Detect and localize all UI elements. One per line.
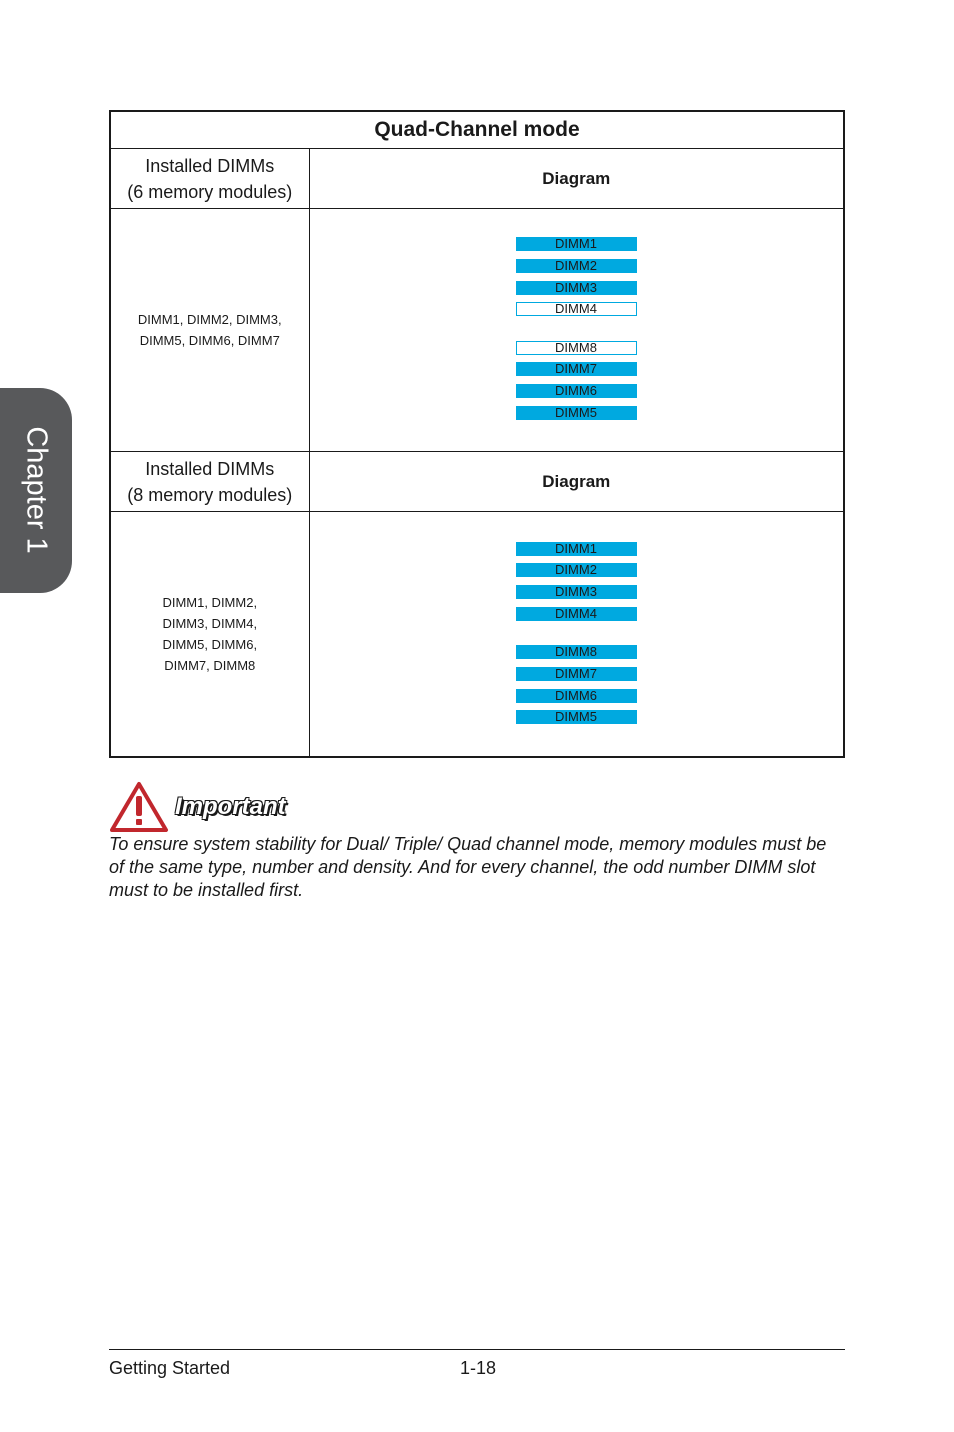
installed-dimms-header: [110, 452, 309, 512]
dimm-diagram: [309, 209, 844, 452]
chapter-tab: [0, 388, 72, 593]
dimm-slot: DIMM7: [516, 667, 637, 681]
dimm-slot: DIMM4: [516, 607, 637, 621]
slots-line: DIMM1, DIMM2, DIMM3,: [137, 312, 282, 327]
dimm-slot: DIMM3: [516, 281, 637, 295]
dimm-slot: DIMM3: [516, 585, 637, 599]
dimm-slot: DIMM1: [516, 542, 637, 556]
dimm-diagram: [309, 512, 844, 757]
dimm-slot: DIMM5: [516, 710, 637, 724]
dimm-slot: DIMM6: [516, 384, 637, 398]
dimm-slot: DIMM1: [516, 237, 637, 251]
installed-slots-cell: [110, 209, 309, 452]
installed-dimms-label: Installed DIMMs: [145, 458, 275, 479]
module-count-label: (8 memory modules): [127, 484, 293, 505]
slots-line: DIMM3, DIMM4,: [162, 615, 258, 631]
diagram-header: Diagram: [309, 452, 844, 512]
dimm-slot: DIMM4: [516, 302, 637, 316]
footer-divider: [109, 1349, 845, 1350]
slots-line: DIMM7, DIMM8: [164, 657, 256, 673]
important-note: To ensure system stability for Dual/ Triple/ Quad channel mode, memory modules must be of the same type, number and density. And for every channel, the odd number DIMM slot must to be installed first.: [109, 834, 827, 900]
dimm-slot: DIMM7: [516, 362, 637, 376]
table-title: Quad-Channel mode: [110, 111, 844, 149]
dimm-slot: DIMM2: [516, 259, 637, 273]
dimm-slot: DIMM2: [516, 563, 637, 577]
installed-slots-cell: [110, 512, 309, 757]
installed-dimms-label: Installed DIMMs: [145, 155, 275, 176]
chapter-tab-label: Chapter 1: [20, 426, 53, 554]
dimm-slot: DIMM5: [516, 406, 637, 420]
dimm-slot: DIMM6: [516, 689, 637, 703]
module-count-label: (6 memory modules): [127, 181, 293, 202]
installed-dimms-header: [110, 149, 309, 209]
slots-line: DIMM5, DIMM6,: [162, 636, 258, 652]
slots-line: DIMM1, DIMM2,: [162, 594, 258, 610]
footer-section: Getting Started: [109, 1358, 231, 1378]
diagram-header: Diagram: [309, 149, 844, 209]
dimm-slot: DIMM8: [516, 341, 637, 355]
page-number: 1-18: [460, 1358, 497, 1378]
warning-triangle-icon: [109, 781, 169, 833]
important-heading: Important: [175, 793, 286, 820]
dimm-slot: DIMM8: [516, 645, 637, 659]
slots-line: DIMM5, DIMM6, DIMM7: [139, 333, 280, 348]
quad-channel-table: [109, 110, 845, 758]
